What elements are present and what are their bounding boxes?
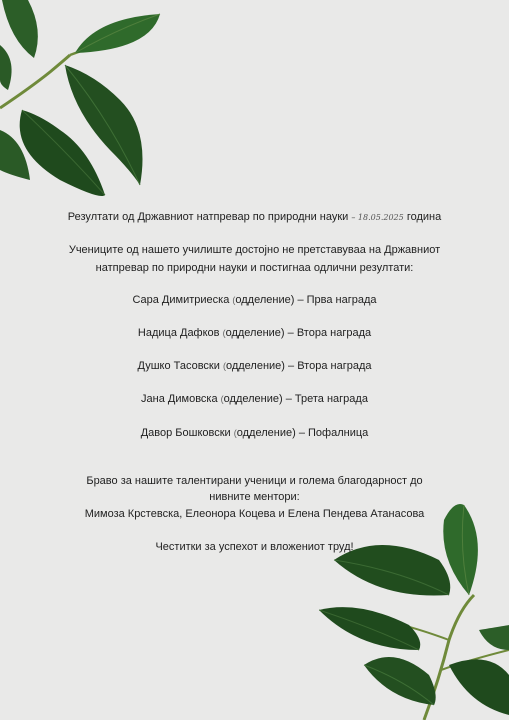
leaf-icon <box>2 0 38 58</box>
title-suffix: година <box>406 211 442 223</box>
page-title <box>0 210 509 225</box>
closing-line: Честитки за успехот и вложениот труд! <box>155 541 354 553</box>
result-row: Надица Дафков (одделение) – Втора награда <box>137 327 372 339</box>
thanks-line-2: нивните ментори: <box>209 491 300 503</box>
result-row: Јана Димовска (одделение) – Трета награда <box>141 393 368 405</box>
mentors-line: Мимоза Крстевска, Елеонора Коцева и Елена Пендева Атанасова <box>84 508 425 520</box>
intro-line-2: натпревар по природни науки и постигнаа одлични резултати: <box>95 262 414 274</box>
thanks-line-1: Браво за нашите талентирани ученици и голема благодарност до <box>86 475 423 487</box>
leaf-icon <box>479 625 509 650</box>
result-row: Душко Тасовски (одделение) – Втора награда <box>137 360 372 372</box>
title-date: – 18.05.2025 <box>351 213 404 222</box>
leaf-icon <box>0 45 12 90</box>
leaves-top-decoration <box>0 0 175 200</box>
title-text: Резултати од Државниот натпревар по природни науки <box>67 211 349 223</box>
leaf-icon <box>449 659 509 715</box>
leaf-icon <box>75 14 160 53</box>
intro-line-1: Учениците од нашето училиште достојно не претставуваа на Државниот <box>68 244 441 256</box>
result-row: Сара Димитриеска (одделение) – Прва награда <box>132 294 377 306</box>
leaves-bottom-decoration <box>319 500 509 720</box>
result-row: Давор Бошковски (одделение) – Пофалница <box>140 427 369 439</box>
